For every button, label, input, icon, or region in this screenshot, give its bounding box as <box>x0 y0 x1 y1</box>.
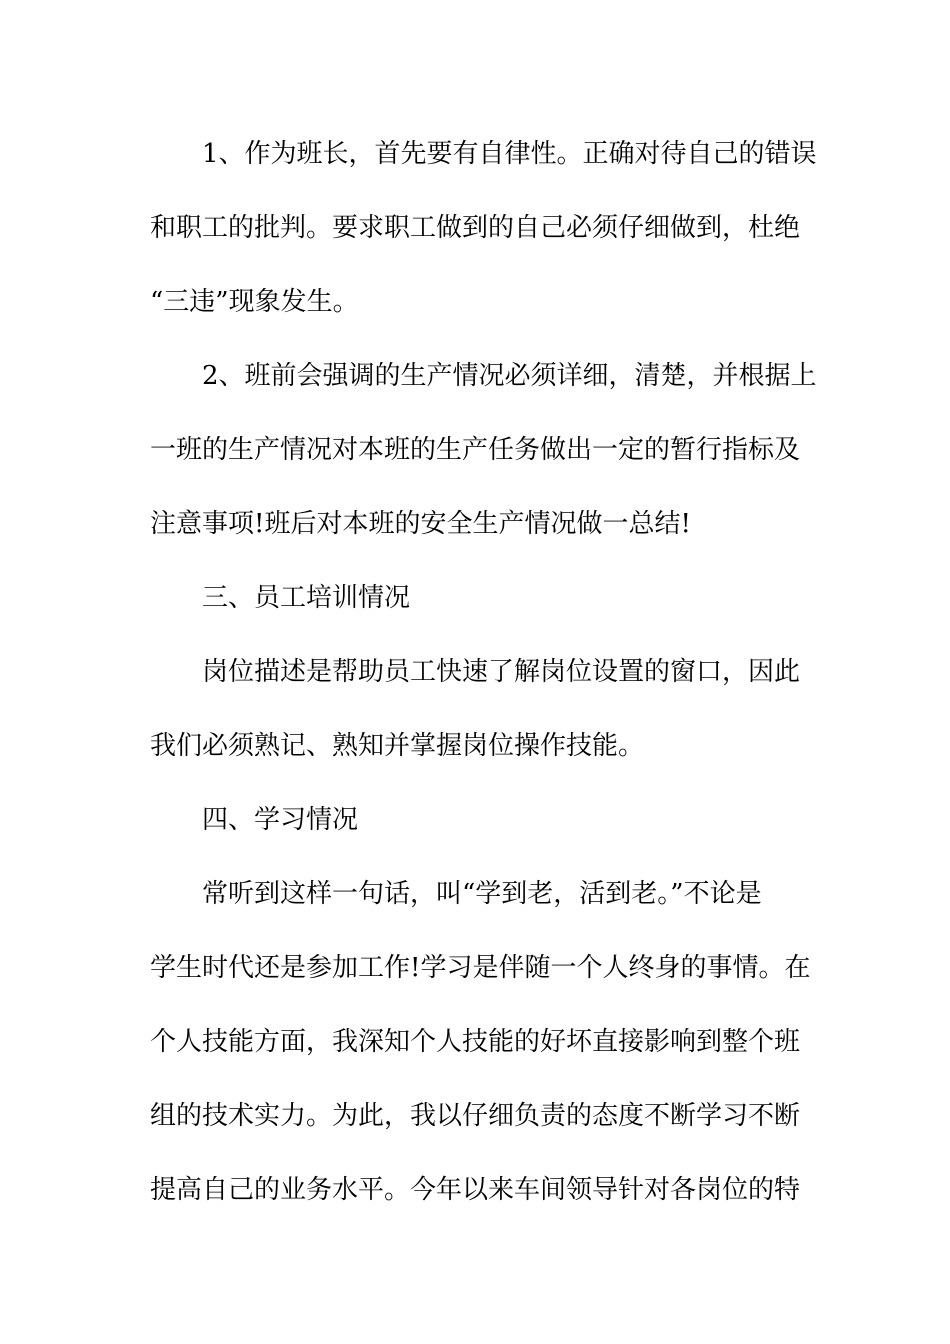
text-line: 一班的生产情况对本班的生产任务做出一定的暂行指标及 <box>150 435 801 465</box>
text-line: “三违”现象发生。 <box>150 287 359 317</box>
text-line: 2、班前会强调的生产情况必须详细，清楚，并根据上 <box>202 361 817 391</box>
text-line: 注意事项!班后对本班的安全生产情况做一总结! <box>150 509 691 539</box>
text-line: 组的技术实力。为此，我以仔细负责的态度不断学习不断 <box>150 1101 801 1131</box>
paragraph-job-description <box>150 635 810 783</box>
text-line: 提高自己的业务水平。今年以来车间领导针对各岗位的特 <box>150 1175 801 1205</box>
text-line: 1、作为班长，首先要有自律性。正确对待自己的错误 <box>202 139 817 169</box>
section-heading-employee-training <box>150 561 810 635</box>
paragraph-lifelong-learning <box>150 857 810 1227</box>
paragraph-shift-meeting <box>150 339 817 561</box>
text-line: 和职工的批判。要求职工做到的自己必须仔细做到，杜绝 <box>150 213 801 243</box>
text-line: 常听到这样一句话，叫“学到老，活到老。”不论是 <box>202 879 762 909</box>
paragraph-team-leader-self-discipline <box>150 117 817 339</box>
section-heading-learning <box>150 783 810 857</box>
section-heading: 四、学习情况 <box>202 805 359 835</box>
text-line: 岗位描述是帮助员工快速了解岗位设置的窗口，因此 <box>202 657 801 687</box>
text-line: 学生时代还是参加工作!学习是伴随一个人终身的事情。在 <box>150 953 811 983</box>
document-body <box>150 117 817 1227</box>
text-line: 个人技能方面，我深知个人技能的好坏直接影响到整个班 <box>150 1027 801 1057</box>
section-heading: 三、员工培训情况 <box>202 583 411 613</box>
text-line: 我们必须熟记、熟知并掌握岗位操作技能。 <box>150 731 645 761</box>
